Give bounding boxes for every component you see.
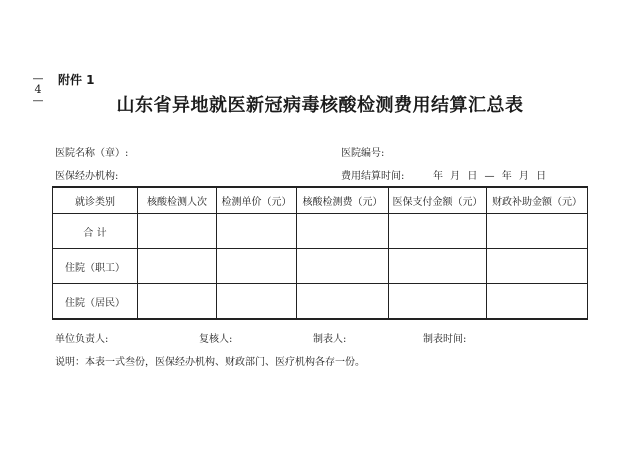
page-number-value: 4 — [34, 83, 42, 96]
header-unit-price: 检测单价（元） — [217, 187, 297, 214]
attachment-label: 附件 1 — [58, 73, 95, 87]
hospital-name-label: 医院名称（章）: — [55, 148, 129, 159]
table-row — [53, 284, 588, 320]
table-cell — [138, 214, 217, 249]
table-cell — [487, 284, 588, 320]
table-cell — [138, 249, 217, 284]
row-resident-label: 住院（居民） — [53, 284, 138, 320]
header-category: 就诊类别 — [53, 187, 138, 214]
page-title: 山东省异地就医新冠病毒核酸检测费用结算汇总表 — [116, 95, 524, 116]
footnote: 说明：本表一式叁份，医保经办机构、财政部门、医疗机构各存一份。 — [55, 357, 365, 368]
prep-time-label: 制表时间: — [423, 334, 467, 345]
table-cell — [389, 284, 487, 320]
table-row — [53, 249, 588, 284]
period-value: 年 月 日 — 年 月 日 — [433, 171, 547, 182]
agency-label: 医保经办机构: — [55, 171, 119, 182]
table-cell — [217, 249, 297, 284]
table-cell — [389, 214, 487, 249]
table-cell — [297, 249, 389, 284]
header-insurance-pay: 医保支付金额（元） — [389, 187, 487, 214]
header-test-fee: 核酸检测费（元） — [297, 187, 389, 214]
preparer-label: 制表人: — [313, 334, 347, 345]
table-cell — [138, 284, 217, 320]
table-cell — [297, 284, 389, 320]
row-employee-label: 住院（职工） — [53, 249, 138, 284]
table-cell — [297, 214, 389, 249]
summary-table — [52, 186, 588, 320]
period-label: 费用结算时间: — [341, 171, 405, 182]
table-cell — [389, 249, 487, 284]
table-cell — [217, 214, 297, 249]
table-cell — [487, 214, 588, 249]
unit-head-label: 单位负责人: — [55, 334, 109, 345]
row-total-label: 合 计 — [53, 214, 138, 249]
table-header-row — [53, 187, 588, 214]
header-test-count: 核酸检测人次 — [138, 187, 217, 214]
hospital-no-label: 医院编号: — [341, 148, 385, 159]
table-row — [53, 214, 588, 249]
table-cell — [487, 249, 588, 284]
reviewer-label: 复核人: — [199, 334, 233, 345]
page-number: — 4 — — [32, 72, 44, 107]
header-fiscal-subsidy: 财政补助金额（元） — [487, 187, 588, 214]
table-cell — [217, 284, 297, 320]
